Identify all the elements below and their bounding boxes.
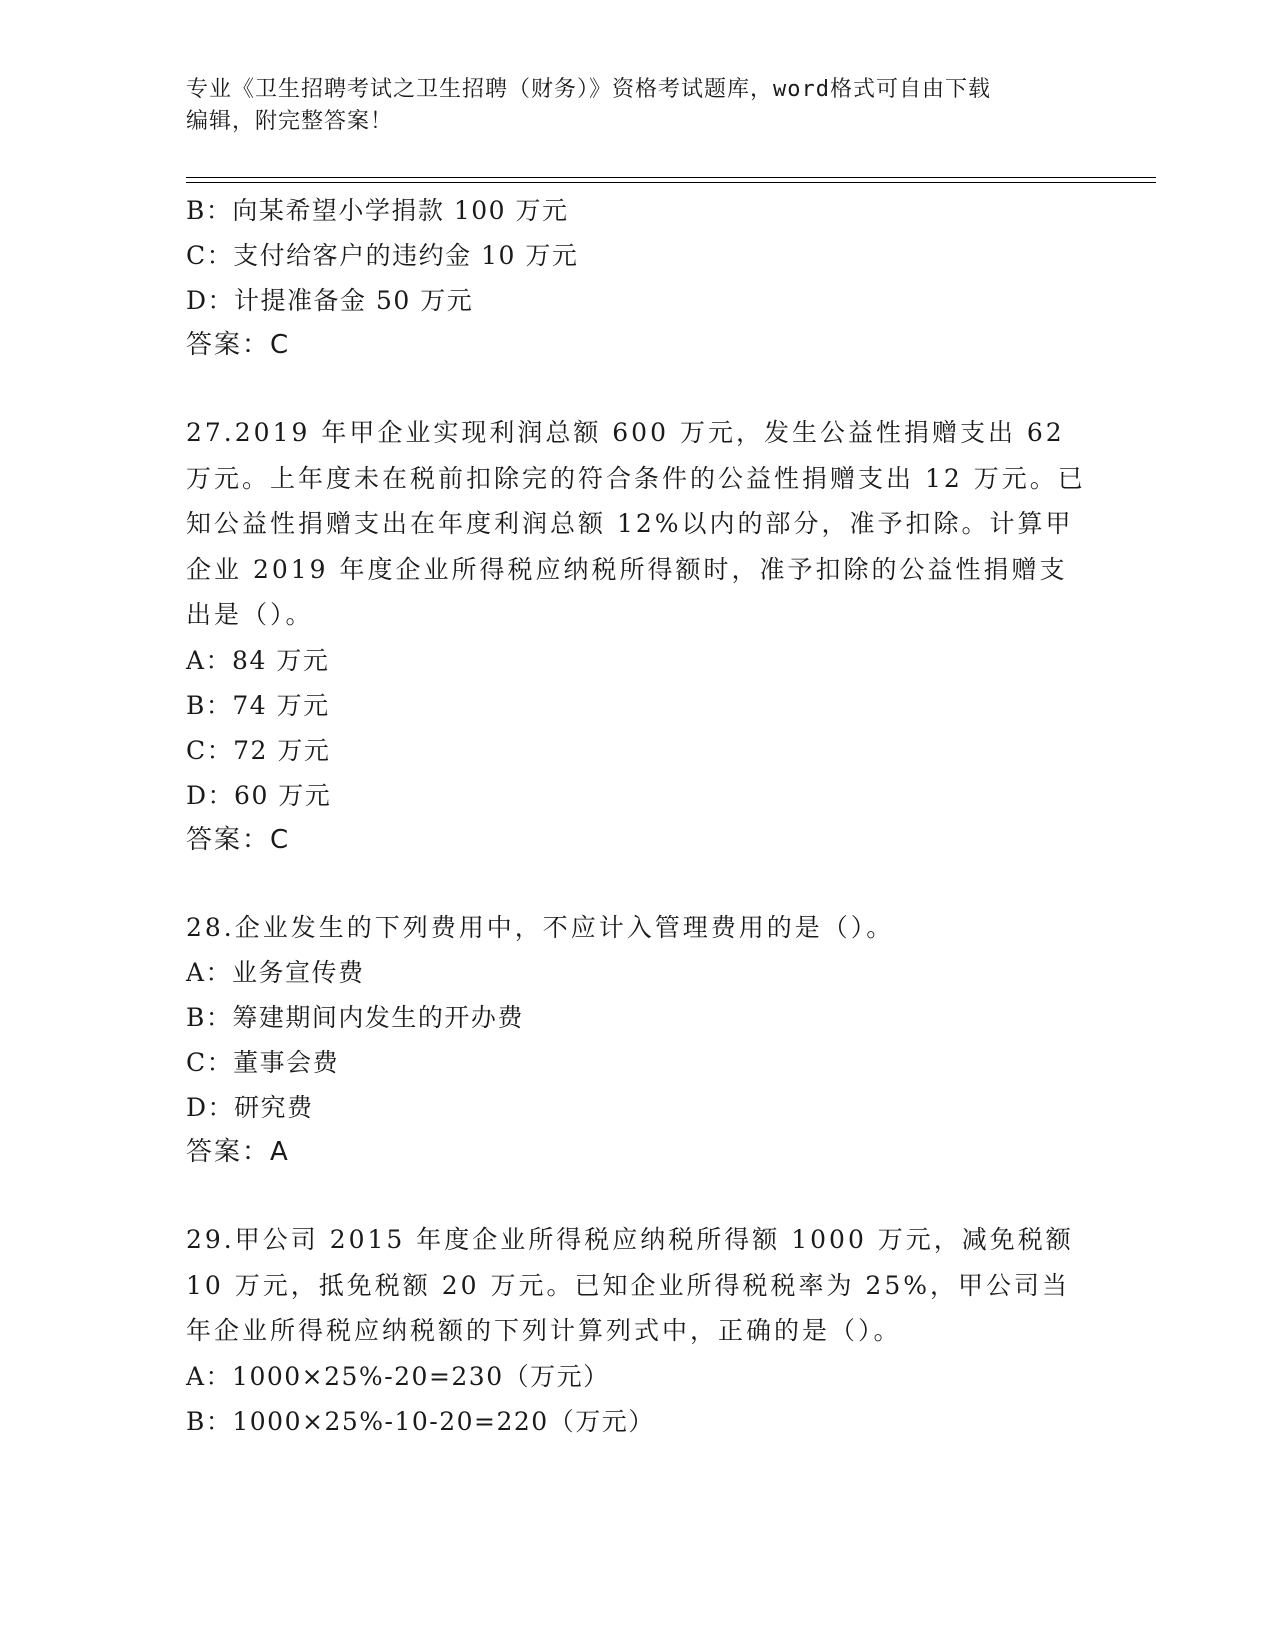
option-d: D：60 万元 (186, 780, 332, 810)
header-line-2: 编辑，附完整答案！ (186, 109, 394, 134)
option-b: B：筹建期间内发生的开办费 (186, 1003, 524, 1032)
option-c: C：72 万元 (186, 735, 331, 765)
answer-line: 答案：A (186, 1137, 290, 1167)
answer-line: 答案：C (186, 330, 291, 360)
option-b: B：74 万元 (186, 690, 330, 720)
question-29 (186, 1217, 1086, 1444)
question-26 (186, 188, 1086, 368)
answer-line: 答案：C (186, 824, 291, 855)
option-d: D：研究费 (186, 1093, 314, 1122)
option-b: B：向某希望小学捐款 100 万元 (186, 196, 569, 225)
header-line-1: 专业《卫生招聘考试之卫生招聘（财务）》资格考试题库，word格式可自由下载 (186, 77, 991, 102)
option-a: A：业务宣传费 (186, 958, 365, 987)
option-c: C：董事会费 (186, 1048, 340, 1077)
option-b: B：1000×25%-10-20=220（万元） (186, 1406, 655, 1436)
question-list (186, 188, 1086, 1444)
header-divider-bottom (186, 182, 1156, 183)
question-text: 27.2019 年甲企业实现利润总额 600 万元，发生公益性捐赠支出 62 万元。上年度未在税前扣除完的符合条件的公益性捐赠支出 12 万元。已知公益性捐赠支出在年度利润总额 12%以内的部分，准予扣除。计算甲企业 2019 年度企业所得税应纳税所得额时，准予扣除的公益性捐赠支出是（）。 (186, 418, 1086, 629)
option-a: A：1000×25%-20=230（万元） (186, 1361, 610, 1391)
question-text: 29.甲公司 2015 年度企业所得税应纳税所得额 1000 万元，减免税额 10 万元，抵免税额 20 万元。已知企业所得税税率为 25%，甲公司当年企业所得税应纳税额的下列计算列式中，正确的是（）。 (186, 1225, 1074, 1345)
option-c: C：支付给客户的违约金 10 万元 (186, 241, 579, 270)
question-27 (186, 410, 1086, 863)
document-header (186, 74, 1086, 138)
option-a: A：84 万元 (186, 645, 330, 675)
option-d: D：计提准备金 50 万元 (186, 286, 474, 315)
question-text: 28.企业发生的下列费用中，不应计入管理费用的是（）。 (186, 912, 895, 942)
header-divider-top (186, 177, 1156, 178)
question-28 (186, 905, 1086, 1176)
